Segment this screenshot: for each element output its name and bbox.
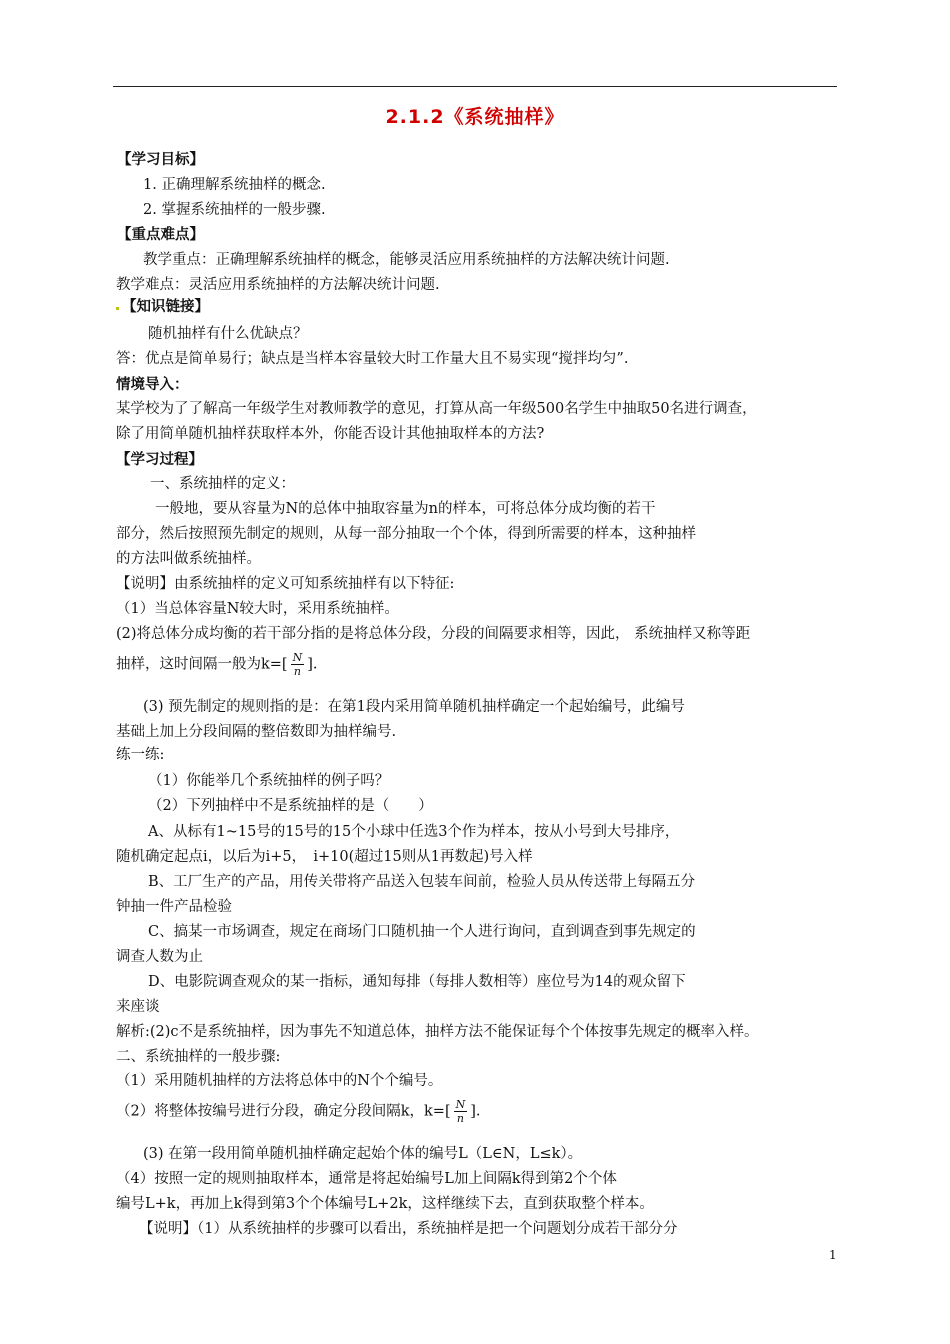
goal-2: 2. 掌握系统抽样的一般步骤. — [143, 202, 326, 218]
note-line-3: (2)将总体分成均衡的若干部分指的是将总体分段，分段的间隔要求相等，因此， 系统抽样又称等距 — [116, 626, 751, 642]
analysis: 解析:(2)c不是系统抽样，因为事先不知道总体，抽样方法不能保证每个个体按事先规定的概率入样。 — [116, 1024, 759, 1040]
option-a-line-2: 随机确定起点i，以后为i+5， i+10(超过15则从1再数起)号入样 — [116, 849, 533, 865]
note-line-6: 基础上加上分段间隔的整倍数即为抽样编号. — [116, 724, 397, 740]
definition-line-1: 一般地，要从容量为N的总体中抽取容量为n的样本，可将总体分成均衡的若干 — [155, 501, 656, 517]
link-answer: 答：优点是简单易行；缺点是当样本容量较大时工作量大且不易实现“搅拌均匀”. — [116, 351, 629, 367]
page-number: 1 — [829, 1248, 837, 1262]
note-line-5: (3) 预先制定的规则指的是：在第1段内采用简单随机抽样确定一个起始编号，此编号 — [143, 699, 685, 715]
option-c-line-2: 调查人数为止 — [116, 949, 203, 965]
section-goals: 【学习目标】 — [117, 152, 204, 168]
section-knowledge-link: 【知识链接】 — [122, 299, 209, 315]
interval-formula-close: ]. — [307, 656, 318, 673]
fraction-numerator: N — [455, 1098, 466, 1111]
practice-heading: 练一练: — [116, 747, 165, 763]
definition-heading: 一、系统抽样的定义： — [150, 476, 295, 492]
fraction-denominator: n — [456, 1112, 464, 1125]
practice-q2: （2）下列抽样中不是系统抽样的是（ ） — [148, 798, 433, 814]
definition-line-2: 部分，然后按照预先制定的规则，从每一部分抽取一个个体，得到所需要的样本，这种抽样 — [116, 526, 696, 542]
option-b-line-2: 钟抽一件产品检验 — [116, 899, 232, 915]
step-2-text: （2）将整体按编号进行分段，确定分段间隔k，k=[ — [116, 1103, 451, 1120]
scene-line-2: 除了用简单随机抽样获取样本外，你能否设计其他抽取样本的方法? — [116, 426, 545, 442]
option-d-line-2: 来座谈 — [116, 999, 160, 1015]
goal-1: 1. 正确理解系统抽样的概念. — [143, 177, 326, 193]
link-question: 随机抽样有什么优缺点？ — [148, 326, 308, 342]
steps-heading: 二、系统抽样的一般步骤: — [116, 1049, 281, 1065]
note-line-1: 【说明】由系统抽样的定义可知系统抽样有以下特征: — [116, 576, 455, 592]
margin-mark — [116, 307, 119, 310]
key-point-1: 教学重点：正确理解系统抽样的概念，能够灵活应用系统抽样的方法解决统计问题. — [143, 252, 670, 268]
section-key-points: 【重点难点】 — [117, 227, 204, 243]
scene-line-1: 某学校为了了解高一年级学生对教师教学的意见，打算从高一年级500名学生中抽取50名进行调查， — [116, 401, 757, 417]
note-line-2: （1）当总体容量N较大时，采用系统抽样。 — [116, 601, 399, 617]
header-rule — [113, 86, 837, 87]
fraction-n-over-n — [291, 651, 305, 678]
final-note: 【说明】（1）从系统抽样的步骤可以看出，系统抽样是把一个问题划分成若干部分分 — [139, 1221, 678, 1237]
step-4-line-1: （4）按照一定的规则抽取样本，通常是将起始编号L加上间隔k得到第2个个体 — [116, 1171, 617, 1187]
step-3: (3) 在第一段用简单随机抽样确定起始个体的编号L（L∈N，L≤k）。 — [143, 1146, 583, 1162]
option-d-line-1: D、电影院调查观众的某一指标，通知每排（每排人数相等）座位号为14的观众留下 — [148, 974, 686, 990]
practice-q1: （1）你能举几个系统抽样的例子吗？ — [148, 773, 390, 789]
step-2 — [116, 1098, 481, 1125]
note-line-4 — [116, 651, 318, 678]
section-scene: 情境导入： — [116, 377, 189, 393]
step-1: （1）采用随机抽样的方法将总体中的N个个编号。 — [116, 1073, 443, 1089]
definition-line-3: 的方法叫做系统抽样。 — [116, 551, 261, 567]
step-4-line-2: 编号L+k，再加上k得到第3个个体编号L+2k，这样继续下去，直到获取整个样本。 — [116, 1196, 654, 1212]
step-2-close: ]. — [470, 1103, 481, 1120]
interval-formula-text: 抽样，这时间隔一般为k=[ — [116, 656, 288, 673]
fraction-numerator: N — [292, 651, 303, 664]
fraction-denominator: n — [293, 665, 301, 678]
section-process: 【学习过程】 — [116, 452, 203, 468]
option-a-line-1: A、从标有1~15号的15号的15个小球中任选3个作为样本，按从小号到大号排序， — [148, 824, 680, 840]
option-c-line-1: C、搞某一市场调查，规定在商场门口随机抽一个人进行询问，直到调查到事先规定的 — [148, 924, 696, 940]
key-point-2: 教学难点：灵活应用系统抽样的方法解决统计问题. — [116, 277, 440, 293]
option-b-line-1: B、工厂生产的产品，用传关带将产品送入包装车间前，检验人员从传送带上每隔五分 — [148, 874, 696, 890]
fraction-n-over-n — [454, 1098, 468, 1125]
page-title: 2.1.2《系统抽样》 — [385, 106, 565, 128]
